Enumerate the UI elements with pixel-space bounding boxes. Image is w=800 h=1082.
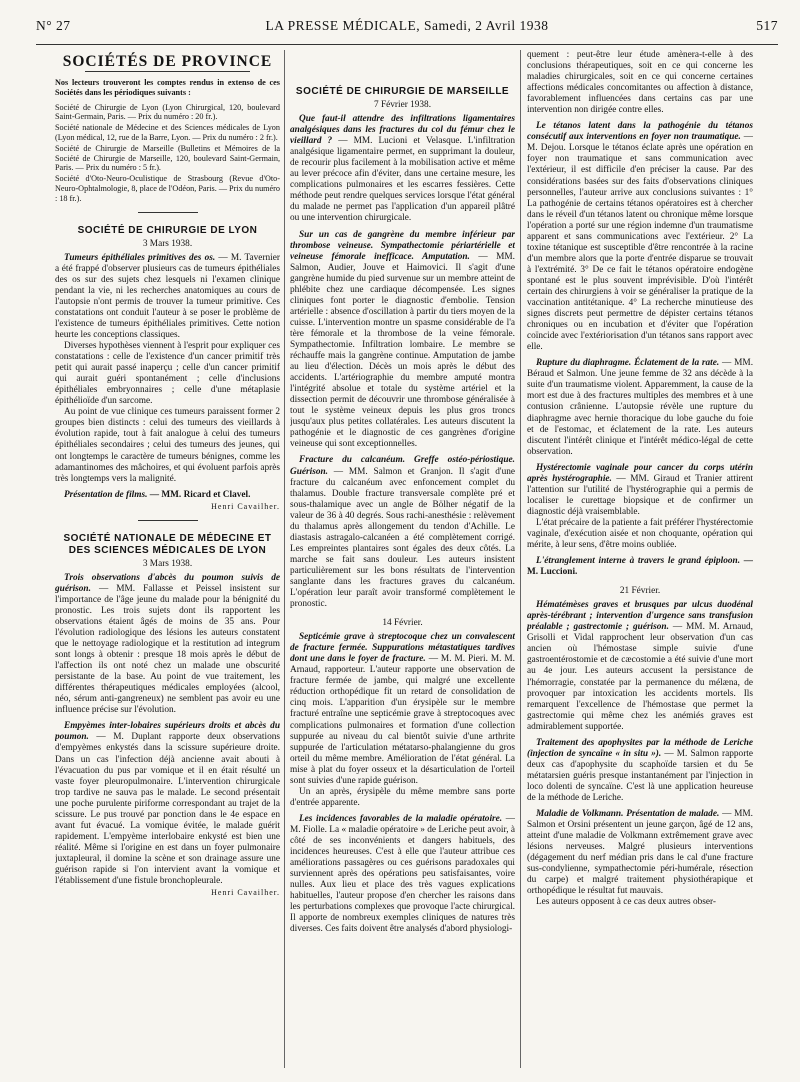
article-text: — MM. Béraud et Salmon. Une jeune femme de 32 ans décède à la suite d'un traumatisme violent. Apparemment, la cause de la mort est due à des fractures multiples des membres et à une contusion crânienne. L'autopsie révèle une rupture du diaphragme avec hernie thoracique du lobe gauche du foie et de l'estomac, et éclatement de la rate. Les auteurs discutent l'intérêt clinique et l'intérêt médico-légal de cette observation. bbox=[527, 358, 753, 457]
society-heading: SOCIÉTÉ DE CHIRURGIE DE MARSEILLE bbox=[295, 86, 510, 97]
periodical-ref: Société nationale de Médecine et des Sciences médicales de Lyon (Lyon médical, 12, rue de la Barre, Lyon. — Prix du numéro : 2 fr.). bbox=[55, 123, 280, 143]
intro-text: Nos lecteurs trouveront les comptes rendus in extenso de ces Sociétés dans les périodiques suivants : bbox=[55, 78, 280, 97]
article bbox=[527, 738, 753, 804]
article-text: — MM. Salmon, Audier, Jouve et Haimovici. Il s'agit d'une gangrène humide du pied survenue sur un membre atteint de phlébite chez une cardiaque décompensée. Les signes cliniques font porter le diagnostic d'embolie. Tension artérielle : absence d'oscillation à partir du tiers moyen de la cuisse. L'intervention montre un spasme considérable de l'a tère fémorale et la thrombose de la veine fémorale. Sympathectomie. Infiltration lombaire. Le membre se réchauffe mais la gangrène continue. Amputation de jambe au lieu d'élection. Décès un mois après le début des accidents. L'artériographie du membre amputé montra l'intégrité absolue et totale du système artériel et la dissection permit de découvrir une thrombose généralisée à tout le système veineux depuis les plus gros troncs jusqu'aux plus petites collatérales. Les auteurs discutent la pathogénie et le diagnostic de ces gangrènes d'origine veineuse qui sont exceptionnelles. bbox=[290, 251, 515, 450]
article bbox=[527, 600, 753, 733]
journal-title: LA PRESSE MÉDICALE, Samedi, 2 Avril 1938 bbox=[265, 18, 549, 33]
article-paragraph: Les auteurs opposent à ce cas deux autres obser- bbox=[536, 897, 716, 908]
article bbox=[527, 121, 753, 353]
article-title: Tumeurs épithéliales primitives des os. bbox=[64, 252, 216, 263]
signature: Henri Cavailher. bbox=[211, 888, 280, 898]
article-title: Le tétanos latent dans la pathogénie du tétanos consécutif aux interventions en foyer non traumatique. bbox=[527, 121, 753, 143]
article bbox=[527, 463, 753, 518]
society-heading: SOCIÉTÉ DE CHIRURGIE DE LYON bbox=[77, 224, 258, 236]
article bbox=[55, 721, 280, 887]
society-heading: SOCIÉTÉ NATIONALE DE MÉDECINE ET DES SCIENCES MÉDICALES DE LYON bbox=[63, 532, 272, 556]
section-main-title: SOCIÉTÉS DE PROVINCE bbox=[62, 53, 273, 70]
article-text: — MM. Salmon et Granjon. Il s'agit d'une fracture du calcanéum avec enfoncement complet du thalamus. Double fracture transversale complète pré et sous-thalamique avec un angle de Bölher négatif de la valeur de 36 à 40 degrés. Sous rachi-anesthésie : relèvement du thalamus après allongement du tendon d'Achille. Le diastasis astragalo-calcanéen a été complètement corrigé. Les empreintes plantaires sont égales des deux côtés. La marche se fait sans douleur. Les auteurs insistent particulièrement sur les bons résultats de l'intervention sanglante dans les fractures graves du calcanéum. L'opération leur paraît avoir transformé complètement le pronostic. bbox=[290, 466, 515, 610]
session-date: 3 Mars 1938. bbox=[142, 558, 193, 569]
article-title: Sur un cas de gangrène du membre inférieur par thrombose veineuse. Sympathectomie périartérielle et veineuse fémorale inefficace. Amputation. bbox=[290, 229, 515, 262]
article-title: Que faut-il attendre des infiltrations ligamentaires analgésiques dans les fractures du col du fémur chez le vieillard ? bbox=[290, 114, 515, 147]
periodicals-list bbox=[55, 78, 280, 204]
session-date: 21 Février. bbox=[619, 586, 661, 597]
article-text: — M. Duplant rapporte deux observations d'empyèmes enkystés dans la scissure supérieure droite. Dans un cas l'infection déjà ancienne avait abouti à l'évacuation du pus par vomique et il en était résulté un vaste foyer pleuropulmonaire. L'intervention chirurgicale trop tardive ne sauva pas le malade. Le second présentait une poche purulente piriforme correspondant au trajet de la scissure. Le pus trouvé par ponction dans le 4e espace en avant fut évacué. La vomique évitée, le malade guérit rapidement. L'empyème interlobaire enkysté est bien une réalité. Même si l'origine en est dans un foyer pulmonaire juxtapleural, il domine la scène et son drainage assure une guérison rapide si l'on intervient avant la vomique et l'établissement d'une fistule bronchopleurale. bbox=[55, 732, 280, 887]
session-date: 3 Mars 1938. bbox=[142, 238, 193, 249]
article bbox=[55, 490, 280, 501]
article-text: — M. Luccioni. bbox=[527, 556, 753, 578]
article-text: — M. M. Pieri. M. M. Arnaud, rapporteur. L'auteur rapporte une observation de fracture fermée de jambe, qui malgré une excellente réduction orthopédique fit un retard de consolidation de cinq mois. L'apparition d'un érysipèle sur le membre fracturé entraîne une septicémie grave à streptocoques avec complications pulmonaires et formation d'une collection suppurée au niveau du cal bientôt suivie d'une arthrite suppurée de l'articulation métatarso-phalangienne du gros orteil du même membre. Amélioration de l'état général. La mise à plat du foyer osseux et la désarticulation de l'orteil sont suivies d'une rapide guérison. bbox=[290, 654, 515, 786]
signature: Henri Cavailher. bbox=[211, 501, 280, 511]
article-title: Traitement des apophysites par la méthode de Leriche (injection de syncaïne « in situ »). bbox=[527, 737, 753, 759]
article-paragraph: Diverses hypothèses viennent à l'esprit pour expliquer ces constatations : celle de l'existence d'un cancer primitif très petit qui aurait passé inaperçu ; celle d'un cancer primitif qui aurait guéri spontanément ; celle d'inclusions épithéliales embryonnaires ; celle d'une métaplasie épithélioïde d'un sarcome. bbox=[55, 341, 280, 407]
article bbox=[290, 632, 515, 787]
article-text: — M. Dejou. Lorsque le tétanos éclate après une opération en foyer non traumatique et sans communication avec l'extérieur, il est difficile d'en préciser la cause. Par des considérations basées sur des faits d'observations cliniques personnelles, l'auteur arrive aux conclusions suivantes : 1° La pathogénie de certains tétanos opératoires est à chercher dans le réveil d'un tétanos latent ou chronique même lorsque l'opération a porté sur une région indemne d'un traumatisme apparent et sans communications avec l'extérieur. 2° La toxine tétanique est susceptible d'être rencontrée à la racine d'un membre alors que la porte d'entrée disparue se trouvait à l'extrémité. 3° De ce fait le tétanos opératoire endogène spontané est le plus souvent imprévisible. D'où l'intérêt certain des chirurgiens à voir se généraliser la pratique de la vaccination antitétanique. 4° La recherche minutieuse des signes discrets peut permettre de dépister certains tétanos chroniques ou en incubation et d'éviter que l'opération coïncide avec l'extériorisation d'un tétanos sans rapport avec elle. bbox=[527, 132, 753, 353]
article bbox=[527, 358, 753, 457]
issue-number: N° 27 bbox=[36, 18, 71, 33]
article-text: — MM. M. Arnaud, Grisolli et Vidal rapprochent leur observation d'un cas ancien où l'hémostase simple suivie d'une gastroentérostomie et de cæcostomie a été suivie d'une mort au 4e jour. Les auteurs accusent la persistance de l'hémorragie, constatée par la permanence du mélæna, de provoquer par intoxication les accidents mortels. Ils remarquent l'excellence de l'hémostase que permet la gastrectomie qui même chez les anémiés graves est admirablement supportée. bbox=[527, 622, 753, 732]
divider bbox=[85, 71, 250, 72]
article bbox=[527, 556, 753, 578]
article bbox=[55, 253, 280, 341]
column-3 bbox=[527, 50, 753, 1068]
article-paragraph: Au point de vue clinique ces tumeurs paraissent former 2 groupes bien distincts : celui des tumeurs des vieillards à évolution rapide, tout à fait analogue à celui des tumeurs épithéliales secondaires ; celui des tumeurs des jeunes, qui ont longtemps le caractère de tumeurs bénignes, comme les adamantinomes des mâchoires, et qui évoluent parfois après très longtemps vers la malignité. bbox=[55, 407, 280, 484]
column-1 bbox=[55, 50, 280, 1068]
periodical-ref: Société d'Oto-Neuro-Oculistique de Strasbourg (Revue d'Oto-Neuro-Ophtalmologie, 8, place de l'Odéon, Paris. — Prix du numéro : 18 fr.). bbox=[55, 174, 280, 203]
article-title: Empyèmes inter-lobaires supérieurs droits et abcès du poumon. bbox=[55, 721, 280, 743]
page-header bbox=[36, 14, 778, 44]
article-text: — MM. Fallasse et Peissel insistent sur l'importance de l'âge jeune du malade pour la bénignité du pronostic. Les trois sujets dont ils rapportent les observations étaient âgés de moins de 35 ans. Pour l'évolution radiologique des lésions les auteurs constatent que le nettoyage radiologique et la restitution ad integrum sont longs à obtenir : presque 18 mois après le début de l'affection ils ont noté chez un malade une obscurité persistante de la base. Au point de vue traitement, les différentes thérapeutiques médicales employées (alcool, néo, sérum anti-gangreneux) ne semblent pas avoir eu une influence précise sur l'évolution. bbox=[55, 583, 280, 716]
article-text: — MM. Giraud et Tranier attirent l'attention sur l'utilité de l'hystérographie qui a permis de localiser le curettage biopsique et de confirmer un diagnostic déjà vraisemblable. bbox=[527, 473, 753, 517]
article-title: Hématémèses graves et brusques par ulcus duodénal après-térébrant ; intervention d'urgence sans transfusion préalable ; gastrectomie ; guérison. bbox=[527, 600, 753, 633]
article bbox=[290, 230, 515, 451]
article-paragraph: L'état précaire de la patiente a fait préférer l'hystérectomie vaginale, d'exécution aisée et non choquante, opération qui mérite, à leur sens, d'être moins oubliée. bbox=[527, 517, 753, 551]
article-text: — M. Salmon rapporte deux cas d'apophysite du scaphoïde tarsien et du 5e métatarsien guéris presque instantanément par l'injection in loco dolenti de syncaïne. C'est là une application heureuse de la méthode de Leriche. bbox=[527, 748, 753, 803]
article-continuation: quement : peut-être leur étude amènera-t-elle à des conclusions thérapeutiques, soit en ce qui concerne les maladies chirurgicales, soit en ce qui concerne certaines affections médicales concomitantes ou affection à distance, favorablement influencées dans certains cas par une intervention non dirigée contre elles. bbox=[527, 50, 753, 116]
article-title: Hystérectomie vaginale pour cancer du corps utérin après hystérographie. bbox=[527, 462, 753, 484]
page-number: 517 bbox=[756, 18, 778, 33]
periodical-ref: Société de Chirurgie de Marseille (Bulletins et Mémoires de la Société de Chirurgie de Marseille, 120, boulevard Saint-Germain, Paris. — Prix du numéro : 5 fr.). bbox=[55, 143, 280, 173]
article-title: Rupture du diaphragme. Éclatement de la rate. bbox=[536, 358, 720, 369]
article-title: Fracture du calcanéum. Greffe ostéo-périostique. Guérison. bbox=[290, 455, 515, 477]
article bbox=[527, 809, 753, 897]
session-date: 14 Février. bbox=[382, 618, 423, 629]
column-2 bbox=[290, 50, 515, 1068]
article-text: — M. Tavernier a été frappé d'observer plusieurs cas de tumeurs épithéliales des os sur des sujets chez lesquels ni l'examen clinique pendant la vie, ni les recherches anatomiques au cours de l'autopsie n'ont permis de trouver la tumeur primitive. Ces constatations ont conduit l'auteur à se poser le problème de l'existence de tumeurs épithéliales primitives. Cette notion heurte les conceptions classiques. bbox=[55, 252, 280, 340]
article-title: L'étranglement interne à travers le grand épiploon. bbox=[536, 556, 741, 567]
article-title: Septicémie grave à streptocoque chez un convalescent de fracture fermée. Suppurations métastatiques tardives dont une dans le foyer de fracture. bbox=[290, 632, 515, 665]
header-rule bbox=[36, 44, 778, 45]
article-text: — MM. Lucioni et Velasque. L'infiltration analgésique ligamentaire permet, en supprimant la douleur, de recourir plus facilement à la mobilisation active et même au lever précoce afin d'éviter, dans une certaine mesure, les complications pulmonaires et les escarres fessières. Cette méthode peut rendre quelques services lorsque l'état général du malade ne permet pas l'application d'un appareil plâtré ou une intervention chirurgicale. bbox=[290, 136, 515, 224]
column-divider bbox=[284, 50, 285, 1068]
article-text: — MM. Ricard et Clavel. bbox=[149, 489, 251, 500]
article-text: — MM. Salmon et Orsini présentent un jeune garçon, âgé de 12 ans, atteint d'une maladie de Volkmann extrêmement grave avec lésions nerveuses. Malgré plusieurs interventions (dégagement du nerf médian pris dans le cal d'une fracture sus-condylienne, sympathectomie péri-humérale, résection du carpe) et malgré traitement physiothérapique et orthopédique le résultat fut mauvais. bbox=[527, 809, 753, 897]
article-title: Présentation de films. bbox=[64, 489, 148, 500]
article-title: Les incidences favorables de la maladie opératoire. bbox=[299, 813, 503, 824]
article bbox=[290, 455, 515, 610]
divider bbox=[138, 520, 198, 521]
column-divider bbox=[520, 50, 521, 1068]
article-title: Trois observations d'abcès du poumon suivis de guérison. bbox=[55, 572, 280, 594]
article bbox=[290, 114, 515, 224]
divider bbox=[138, 212, 198, 213]
article-paragraph: Un an après, érysipèle du même membre sans porte d'entrée apparente. bbox=[290, 786, 515, 808]
article bbox=[290, 814, 515, 936]
periodical-ref: Société de Chirurgie de Lyon (Lyon Chirurgical, 120, boulevard Saint-Germain, Paris. — Prix du numéro : 20 fr.). bbox=[55, 102, 280, 122]
article bbox=[55, 573, 280, 717]
session-date: 7 Février 1938. bbox=[373, 100, 432, 110]
article-title: Maladie de Volkmann. Présentation de malade. bbox=[536, 809, 720, 820]
article-text: — M. Fiolle. La « maladie opératoire » de Leriche peut avoir, à côté de ses inconvénients et dangers habituels, des incidences heureuses. C'est à elle que l'auteur attribue ces améliorations passagères ou ces guérisons paradoxales qui surviennent après des opérations peu satisfaisantes, voire nulles. Aux lieu et place des très vagues explications habituelles, l'auteur propose d'en chercher les raisons dans les perturbations complexes que provoque l'acte chirurgical. Il apporte de nombreux exemples cliniques de natures très diverses. Ces faits doivent être analysés d'abord physiologi- bbox=[290, 813, 515, 935]
